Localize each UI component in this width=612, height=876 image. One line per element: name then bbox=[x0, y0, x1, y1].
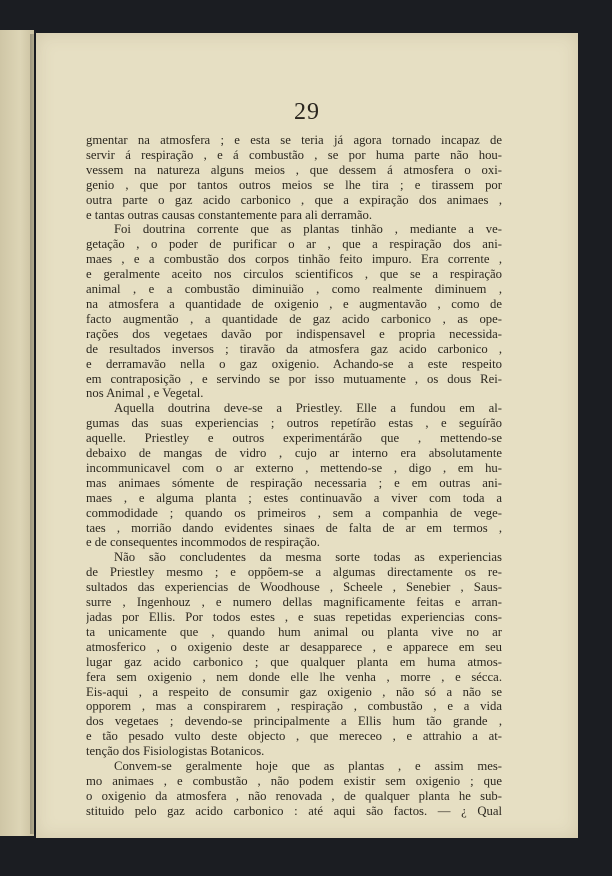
text-line: nos Animal , e Vegetal. bbox=[86, 386, 204, 401]
text-line: em contraposição , e servindo se por isso mutuamente , os dous Rei- bbox=[86, 371, 502, 386]
text-line: opporem , mas a conspirarem , respiração , combustão , e a vida bbox=[86, 699, 502, 714]
text-line: e derramavão nella o gaz oxigenio. Achando-se a este respeito bbox=[86, 356, 502, 371]
text-line: e tão pesado vulto deste objecto , que mereceo , e attrahio a at- bbox=[86, 729, 502, 744]
text-line: Foi doutrina corrente que as plantas tinhão , mediante a ve- bbox=[114, 222, 502, 237]
text-line: Aquella doutrina deve-se a Priestley. Elle a fundou em al- bbox=[114, 401, 502, 416]
text-line: de resultados inversos ; tiravão da atmosfera gaz acido carbonico , bbox=[86, 341, 502, 356]
text-line: incommunicavel com o ar externo , mettendo-se , digo , em hu- bbox=[86, 460, 502, 475]
text-line: e de consequentes incommodos de respiração. bbox=[86, 535, 320, 550]
text-line: e tantas outras causas constantemente para ali derramão. bbox=[86, 207, 373, 222]
text-line: mas animaes sómente de respiração necessaria ; e em outras ani- bbox=[86, 475, 502, 490]
text-line: Não são concludentes da mesma sorte todas as experiencias bbox=[114, 550, 502, 565]
text-line: taes , morrião dando evidentes sinaes de falta de ar em termos , bbox=[86, 520, 502, 535]
text-line: getação , o poder de purificar o ar , que a respiração dos ani- bbox=[86, 237, 502, 252]
page-number: 29 bbox=[294, 99, 320, 125]
text-line: servir á respiração , e á combustão , se por huma parte não hou- bbox=[86, 147, 502, 162]
text-line: o oxigenio da atmosfera , não renovada , de qualquer planta he sub- bbox=[86, 788, 502, 803]
text-line: facto augmentão , a quantidade de gaz acido carbonico , as ope- bbox=[86, 311, 502, 326]
text-line: debaixo de mangas de vidro , cujo ar interno era absolutamente bbox=[86, 446, 502, 461]
text-line: animal , e a combustão diminuião , como realmente diminuem , bbox=[86, 282, 502, 297]
text-line: gumas das suas experiencias ; outros repetírão estas , e seguírão bbox=[86, 416, 502, 431]
text-line: aquelle. Priestley e outros experimentárão que , mettendo-se bbox=[86, 431, 502, 446]
text-line: de Priestley mesmo ; e oppõem-se a algumas directamente os re- bbox=[86, 565, 502, 580]
text-line: atmosferico , o oxigenio deste ar desapparece , e apparece em seu bbox=[86, 639, 502, 654]
text-line: fera sem oxigenio , nem donde elle lhe venha , morre , e sécca. bbox=[86, 669, 502, 684]
text-line: sultados das experiencias de Woodhouse , Scheele , Senebier , Saus- bbox=[86, 580, 502, 595]
book-page bbox=[36, 33, 578, 838]
text-line: genio , que por tantos outros meios se lhe tira ; e tirassem por bbox=[86, 177, 502, 192]
text-line: lugar gaz acido carbonico ; que qualquer planta em huma atmos- bbox=[86, 654, 502, 669]
text-line: stituido pelo gaz acido carbonico : até aqui são factos. — ¿ Qual bbox=[86, 803, 502, 818]
text-line: na atmosfera a quantidade de oxigenio , e augmentavão , como de bbox=[86, 296, 502, 311]
text-line: maes , e a combustão dos corpos tinhão feito impuro. Era corrente , bbox=[86, 252, 502, 267]
text-line: commodidade ; quando os primeiros , sem a companhia de vege- bbox=[86, 505, 502, 520]
text-line: e geralmente aceito nos circulos scientificos , que se a respiração bbox=[86, 267, 502, 282]
text-line: maes , e alguma planta ; estes continuavão a viver com toda a bbox=[86, 490, 502, 505]
text-line: dos vegetaes ; devendo-se principalmente a Ellis hum tão grande , bbox=[86, 714, 502, 729]
text-line: rações dos vegetaes davão por indispensavel e propria necessida- bbox=[86, 326, 502, 341]
body-text bbox=[86, 133, 502, 819]
text-line: Convem-se geralmente hoje que as plantas , e assim mes- bbox=[114, 759, 502, 774]
text-line: outra parte o gaz acido carbonico , que a expiração dos animaes , bbox=[86, 192, 502, 207]
text-line: mo animaes , e combustão , não podem existir sem oxigenio ; que bbox=[86, 773, 502, 788]
text-line: Eis-aqui , a respeito de consumir gaz oxigenio , não só a não se bbox=[86, 684, 502, 699]
text-line: surre , Ingenhouz , e numero dellas magnificamente feitas e arran- bbox=[86, 595, 502, 610]
text-line: ta unicamente que , quando hum animal ou planta vive no ar bbox=[86, 624, 502, 639]
text-line: tenção dos Fisiologistas Botanicos. bbox=[86, 744, 265, 759]
text-line: gmentar na atmosfera ; e esta se teria já agora tornado incapaz de bbox=[86, 133, 502, 147]
adjacent-page-edge bbox=[0, 30, 34, 836]
text-line: jadas por Ellis. Por todos estes , e suas repetidas experiencias cons- bbox=[86, 610, 502, 624]
text-line: vessem na natureza alguns meios , que dessem á atmosfera o oxi- bbox=[86, 162, 502, 177]
